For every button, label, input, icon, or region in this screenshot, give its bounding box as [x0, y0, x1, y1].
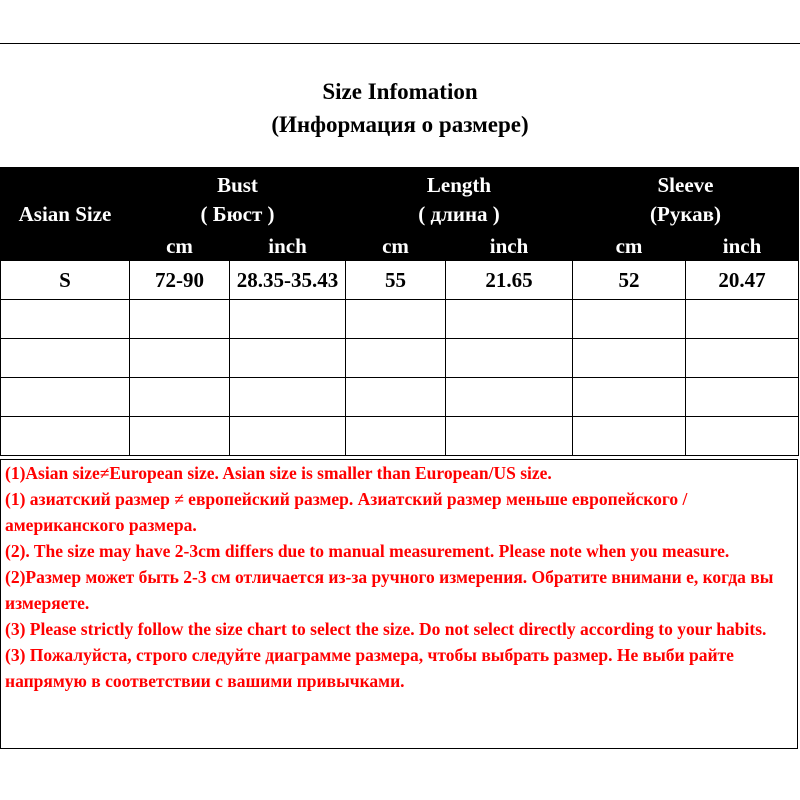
sleeve-label: Sleeve: [657, 172, 714, 197]
unit-cell: inch: [446, 232, 573, 261]
table-cell: [686, 339, 799, 378]
table-cell: [446, 417, 573, 456]
table-cell: [1, 339, 130, 378]
table-cell: [573, 300, 686, 339]
table-cell: [686, 378, 799, 417]
unit-cell: inch: [686, 232, 799, 261]
bust-label: Bust: [217, 172, 258, 197]
table-cell: [346, 300, 446, 339]
table-cell: [1, 300, 130, 339]
table-cell: [686, 300, 799, 339]
table-cell: [446, 378, 573, 417]
table-row: [1, 300, 799, 339]
sleeve-header: [573, 168, 799, 232]
table-row: [1, 417, 799, 456]
table-cell: 52: [573, 261, 686, 300]
table-cell: [230, 339, 346, 378]
table-cell: [446, 300, 573, 339]
page-title: Size Infomation: [322, 79, 478, 104]
table-cell: [130, 417, 230, 456]
table-cell: 21.65: [446, 261, 573, 300]
table-cell: 20.47: [686, 261, 799, 300]
length-label: Length: [426, 172, 492, 197]
table-cell: [1, 378, 130, 417]
table-cell: [230, 378, 346, 417]
note-line: (1)Asian size≠European size. Asian size is smaller than European/US size.: [5, 463, 552, 483]
table-header-row: [1, 168, 799, 232]
table-cell: S: [1, 261, 130, 300]
page-title-russian: (Информация о размере): [271, 112, 529, 137]
bust-label-russian: ( Бюст ): [200, 201, 275, 226]
table-cell: [230, 417, 346, 456]
note-line: (2)Размер может быть 2-3 см отличается из-за ручного измерения. Обратите внимани е, когда вы измеряете.: [5, 567, 774, 613]
table-cell: 28.35-35.43: [230, 261, 346, 300]
top-divider: [0, 43, 800, 44]
unit-cell: inch: [230, 232, 346, 261]
table-row: [1, 339, 799, 378]
note-line: (2). The size may have 2-3cm differs due to manual measurement. Please note when you measure.: [5, 541, 730, 561]
table-cell: [130, 378, 230, 417]
unit-cell: cm: [346, 232, 446, 261]
asian-size-header: Asian Size: [1, 168, 130, 261]
table-cell: [130, 339, 230, 378]
note-line: (1) азиатский размер ≠ европейский размер. Азиатский размер меньше европейского / американского размера.: [5, 489, 688, 535]
table-cell: [573, 417, 686, 456]
unit-cell: cm: [130, 232, 230, 261]
note-line: (3) Please strictly follow the size chart to select the size. Do not select directly according to your habits.: [5, 619, 767, 639]
notes-box: [0, 459, 798, 749]
note-line: (3) Пожалуйста, строго следуйте диаграмме размера, чтобы выбрать размер. Не выби райте напрямую в соответствии с вашими привычками.: [5, 645, 734, 691]
table-cell: [686, 417, 799, 456]
length-header: [346, 168, 573, 232]
table-row: [1, 378, 799, 417]
table-cell: [230, 300, 346, 339]
table-cell: [346, 378, 446, 417]
bust-header: [130, 168, 346, 232]
table-cell: [1, 417, 130, 456]
table-cell: 72-90: [130, 261, 230, 300]
table-cell: [573, 378, 686, 417]
table-cell: [346, 339, 446, 378]
table-cell: [130, 300, 230, 339]
table-cell: [573, 339, 686, 378]
sleeve-label-russian: (Рукав): [650, 201, 721, 226]
length-label-russian: ( длина ): [418, 201, 500, 226]
size-table: [0, 167, 799, 456]
unit-cell: cm: [573, 232, 686, 261]
table-row: [1, 261, 799, 300]
table-cell: [346, 417, 446, 456]
table-cell: [446, 339, 573, 378]
table-cell: 55: [346, 261, 446, 300]
